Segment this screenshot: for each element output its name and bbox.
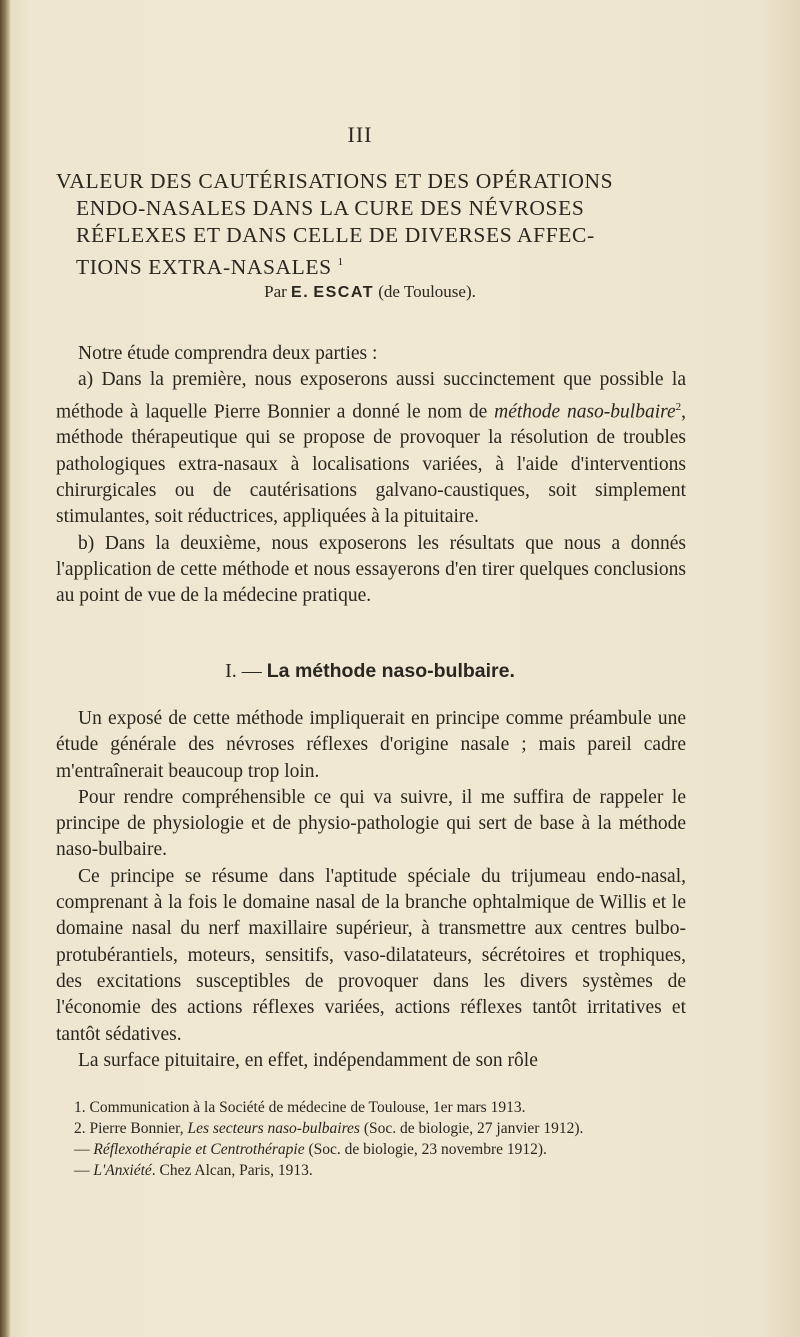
body-text (56, 706, 686, 1074)
intro-paragraph-3: b) Dans la deuxième, nous exposerons les résultats que nous a donnés l'application de cette méthode et nous essayerons d'en tirer quelques conclusions au point de vue de la médecine pratique. (56, 532, 686, 607)
intro-text (56, 341, 686, 609)
body-paragraph-4: La surface pituitaire, en effet, indépendamment de son rôle (78, 1049, 538, 1071)
footnotes (56, 1097, 686, 1181)
body-paragraph-3: Ce principe se résume dans l'aptitude spéciale du trijumeau endo-nasal, comprenant à la fois le domaine nasal de la branche ophtalmique de Willis et le domaine nasal du nerf maxillaire supérieur, à transmettre aux centres bulbo-protubérantiels, moteurs, sensitifs, vaso-dilatateurs, sécrétoires et trophiques, des excitations susceptibles de provoquer dans les divers systèmes de l'économie des actions réflexes variées, actions réflexes tantôt irritatives et tantôt sédatives. (56, 865, 686, 1045)
footnote-2-prefix: 2. Pierre Bonnier, (74, 1120, 188, 1137)
title-footnote-mark: 1 (337, 256, 344, 268)
title-line-2: ENDO-NASALES DANS LA CURE DES NÉVROSES (76, 196, 585, 220)
footnote-4 (56, 1160, 686, 1181)
intro-p2-before: a) Dans la première, nous exposerons aussi succinctement que possible la méthode à laquelle Pierre Bonnier a donné le nom de (56, 369, 686, 423)
author-line (0, 282, 740, 302)
footnote-2 (56, 1118, 686, 1139)
footnote-2-title: Les secteurs naso-bulbaires (187, 1120, 360, 1137)
footnote-4-suffix: . Chez Alcan, Paris, 1913. (151, 1162, 313, 1179)
intro-p2-after: , méthode thérapeutique qui se propose de provoquer la résolution de troubles pathologiques extra-nasaux à localisations variées, à l'aide d'interventions chirurgicales ou de cautérisations galvano-caustiques, soit simplement stimulantes, soit réductrices, appliquées à la pituitaire. (56, 401, 687, 528)
article-title (56, 168, 696, 281)
footnote-1: 1. Communication à la Société de médecine de Toulouse, 1er mars 1913. (74, 1099, 526, 1116)
footnote-4-title: L'Anxiété (93, 1162, 152, 1179)
intro-paragraph-1: Notre étude comprendra deux parties : (78, 343, 378, 364)
section-title: La méthode naso-bulbaire. (266, 660, 515, 682)
section-number: I. — (225, 660, 262, 682)
body-paragraph-2: Pour rendre compréhensible ce qui va suivre, il me suffira de rappeler le principe de physiologie et de physio-pathologie qui sert de base à la méthode naso-bulbaire. (56, 786, 686, 861)
footnote-2-suffix: (Soc. de biologie, 27 janvier 1912). (359, 1120, 584, 1137)
intro-paragraph-2 (56, 367, 686, 530)
page-number: III (347, 122, 373, 147)
author-prefix: Par (264, 282, 287, 301)
author-name: ESCAT (313, 284, 374, 301)
title-line-4 (56, 249, 696, 281)
author-initial: E. (291, 284, 310, 301)
footnote-3 (56, 1139, 686, 1160)
title-line-1: VALEUR DES CAUTÉRISATIONS ET DES OPÉRATIONS (56, 169, 614, 193)
author-affiliation: (de Toulouse). (378, 282, 476, 301)
section-heading (0, 660, 740, 683)
footnote-4-prefix: — (74, 1162, 94, 1179)
title-line-4-text: TIONS EXTRA-NASALES (76, 255, 332, 279)
footnote-mark-2: 2 (675, 400, 682, 413)
footnote-3-suffix: (Soc. de biologie, 23 novembre 1912). (304, 1141, 547, 1158)
footnote-3-title: Réflexothérapie et Centrothérapie (93, 1141, 305, 1158)
method-name: méthode naso-bulbaire (494, 401, 676, 423)
footnote-3-prefix: — (74, 1141, 94, 1158)
title-line-3: RÉFLEXES ET DANS CELLE DE DIVERSES AFFEC- (76, 223, 595, 247)
body-paragraph-1: Un exposé de cette méthode impliquerait en principe comme préambule une étude générale des névroses réflexes d'origine nasale ; mais pareil cadre m'entraînerait beaucoup trop loin. (56, 708, 686, 782)
